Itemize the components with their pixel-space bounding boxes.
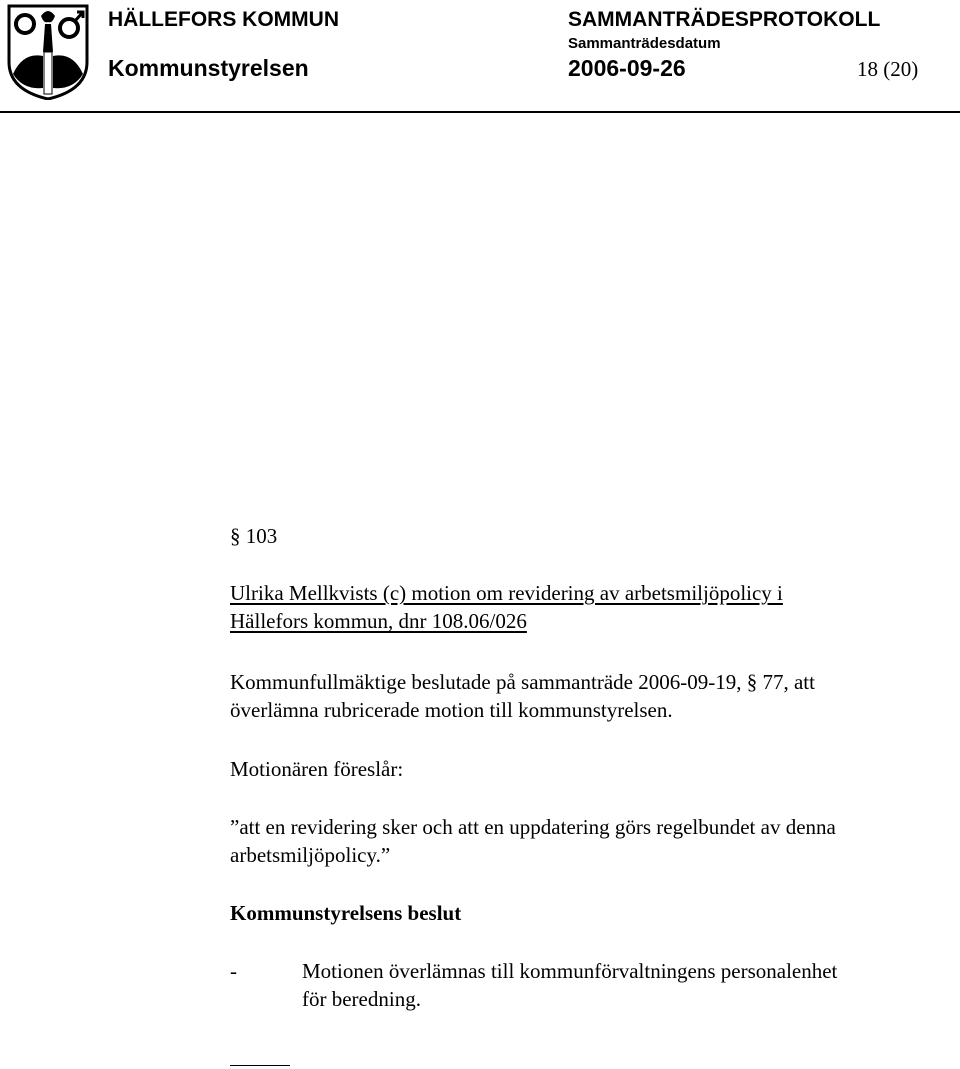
intro-line-2: överlämna rubricerade motion till kommunstyrelsen. <box>230 698 673 722</box>
decision-line-2: för beredning. <box>302 987 421 1011</box>
proposal-label: Motionären föreslår: <box>230 757 404 781</box>
page-number: 18 (20) <box>857 57 919 81</box>
decision-heading: Kommunstyrelsens beslut <box>230 901 462 925</box>
item-title-line-1: Ulrika Mellkvists (c) motion om revidering av arbetsmiljöpolicy i <box>230 581 783 605</box>
meeting-date: 2006-09-26 <box>568 55 686 81</box>
item-title-line-2: Hällefors kommun, dnr 108.06/026 <box>230 609 527 633</box>
header-divider <box>0 111 960 113</box>
decision-bullet-dash: - <box>230 959 237 983</box>
protocol-title: SAMMANTRÄDESPROTOKOLL <box>568 8 881 31</box>
proposal-quote-line-2: arbetsmiljöpolicy.” <box>230 843 391 867</box>
board-name: Kommunstyrelsen <box>108 55 309 81</box>
municipal-coat-of-arms-logo <box>7 4 89 100</box>
meeting-date-label: Sammanträdesdatum <box>568 35 721 52</box>
proposal-quote-line-1: ”att en revidering sker och att en uppdatering görs regelbundet av denna <box>230 815 836 839</box>
signature-line <box>230 1065 290 1066</box>
decision-line-1: Motionen överlämnas till kommunförvaltningens personalenhet <box>302 959 838 983</box>
municipality-name: HÄLLEFORS KOMMUN <box>108 8 339 31</box>
paragraph-number: § 103 <box>230 524 278 548</box>
intro-line-1: Kommunfullmäktige beslutade på sammanträde 2006-09-19, § 77, att <box>230 670 815 694</box>
